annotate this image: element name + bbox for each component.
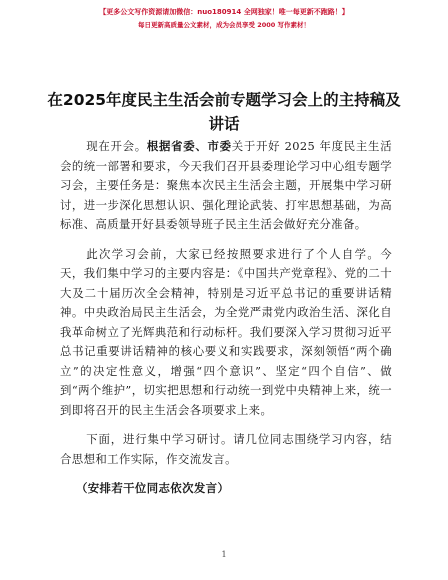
page-number: 1 [221,550,227,559]
paragraph-opening-lead: 现在开会。 [86,139,147,153]
paragraph-opening-body: 关于开好 2025 年度民主生活会的统一部署和要求，今天我们召开县委理论学习中心组专题学习会，主要任务是：聚焦本次民主生活会主题，开展集中学习研讨，进一步深化思想认识、强化理论武装、打牢思想基础，为高标准、高质量开好县委领导班子民主生活会做好充分准备。 [60,139,392,231]
document-body [60,137,392,499]
promo-banner-line-2: 每日更新高质量公文素材，成为会员享受 2000 写作素材！ [137,21,311,29]
document-title: 在2025年度民主生活会前专题学习会上的主持稿及讲话 [47,91,401,133]
paragraph-discussion: 下面，进行集中学习研讨。请几位同志围绕学习内容，结合思想和工作实际，作交流发言。 [60,432,392,466]
promo-banner [0,6,448,31]
speaker-arrangement-note: （安排若干位同志依次发言） [75,481,230,495]
promo-banner-line-1: 【更多公文写作资源请加微信：nuo180914 全网独家！唯一每更新不跑路！】 [99,8,349,16]
paragraph-study-content: 此次学习会前，大家已经按照要求进行了个人自学。今天，我们集中学习的主要内容是：《中国共产党章程》、党的二十大及二十届历次全会精神，特别是习近平总书记的重要讲话精神。中央政治局民主生活会，为全党严肃党内政治生活、深化自我革命树立了光辉典范和行动标杆。我们要深入学习贯彻习近平总书记重要讲话精神的核心要义和实践要求，深刻领悟“两个确立”的决定性意义，增强“四个意识”、坚定“四个自信”、做到“两个维护”，切实把思想和行动统一到党中央精神上来，统一到即将召开的民主生活会各项要求上来。 [60,246,392,417]
paragraph-opening [60,137,392,235]
paragraph-opening-bold: 根据省委、市委 [146,139,232,153]
